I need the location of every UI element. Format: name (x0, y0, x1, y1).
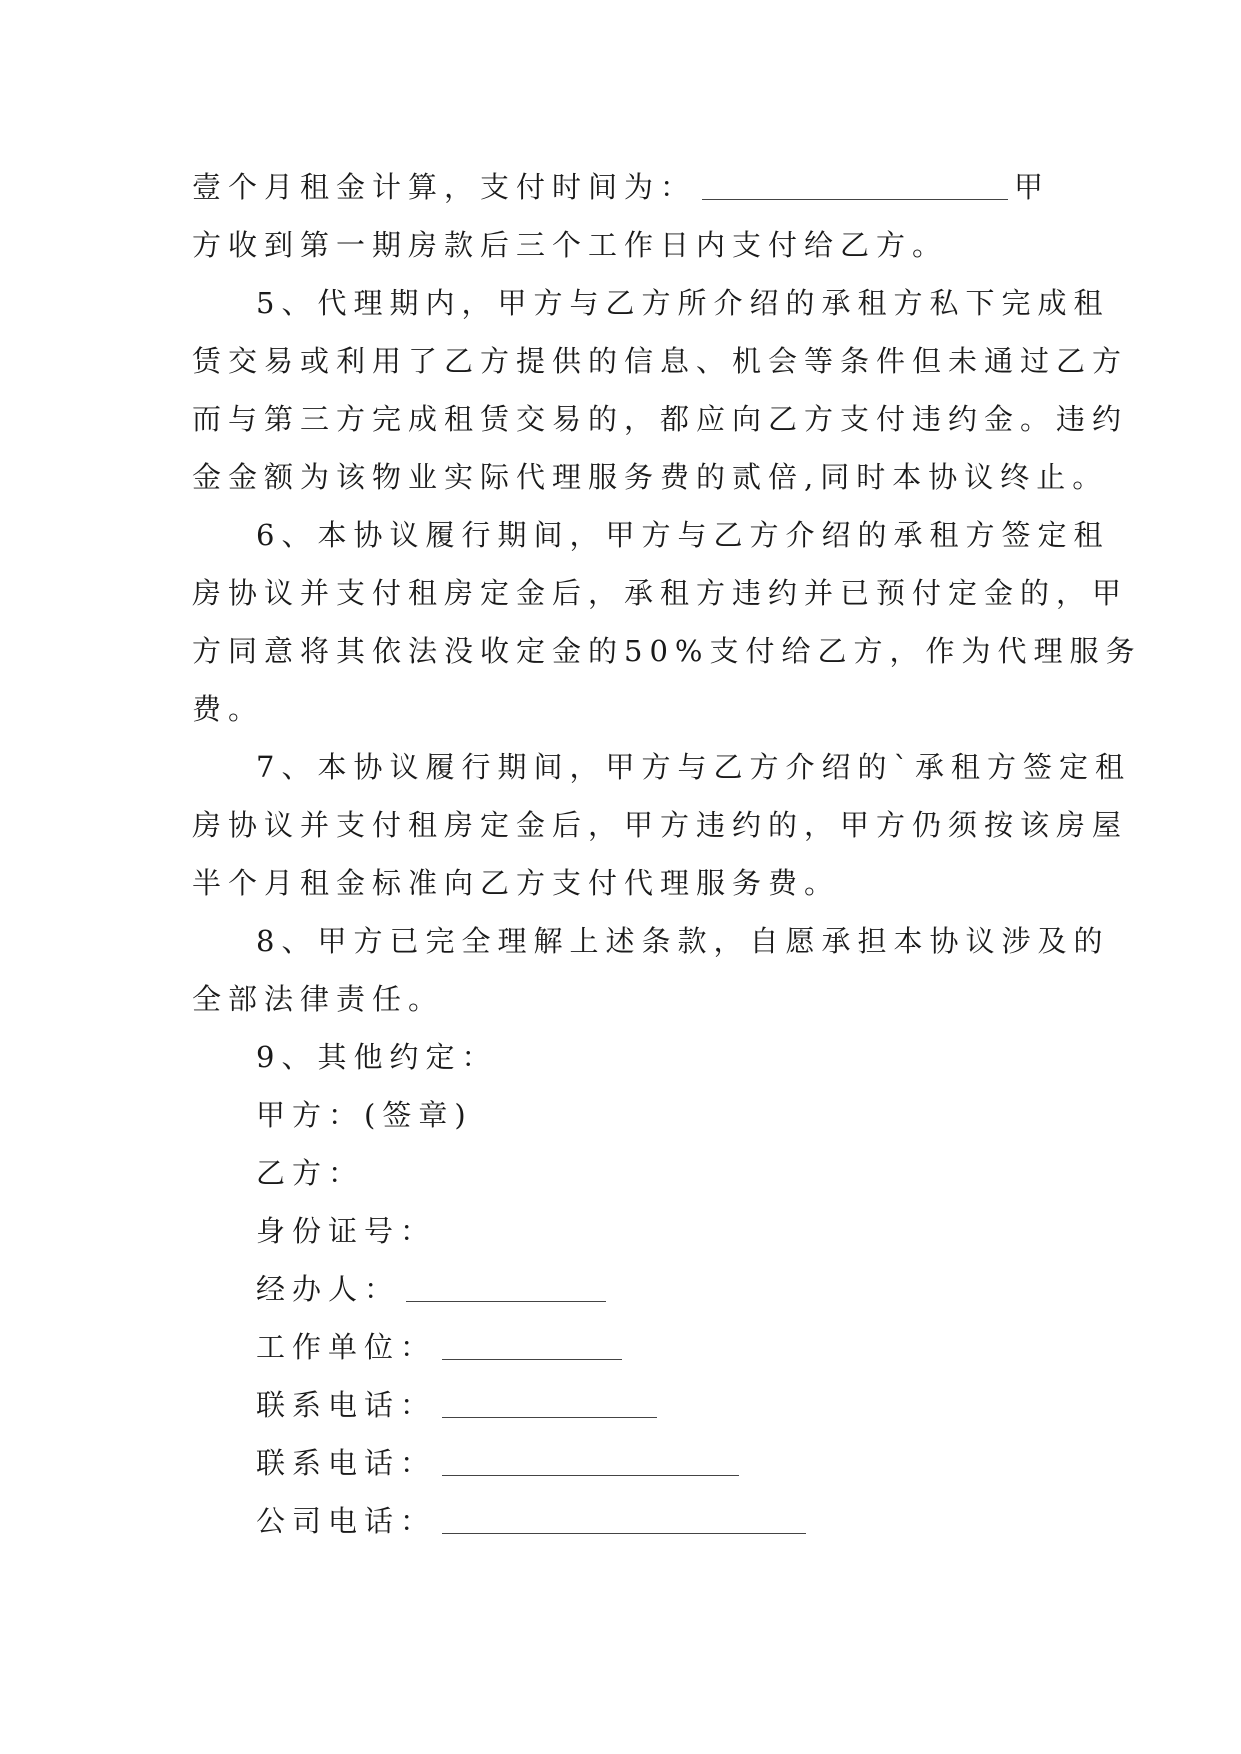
p8-line-1: 8、甲方已完全理解上述条款，自愿承担本协议涉及的 (256, 924, 1110, 958)
p5-line-3: 而与第三方完成租赁交易的，都应向乙方支付违约金。违约 (192, 402, 1129, 436)
p6-line-4: 费。 (192, 692, 265, 726)
company-phone-label: 公司电话： (256, 1504, 437, 1538)
p8-line-2: 全部法律责任。 (192, 982, 445, 1016)
p6-line-2: 房协议并支付租房定金后，承租方违约并已预付定金的，甲 (192, 576, 1129, 610)
id-number-label: 身份证号： (256, 1214, 437, 1248)
agent-row (192, 1260, 1050, 1318)
p6-line-1: 6、本协议履行期间，甲方与乙方介绍的承租方签定租 (256, 518, 1110, 552)
agent-label: 经办人： (256, 1272, 401, 1306)
company-phone-blank[interactable] (442, 1531, 806, 1534)
payment-time-blank[interactable] (702, 197, 1008, 200)
company-phone-row (192, 1492, 1050, 1550)
party-a-signature: 甲方：(签章) (256, 1098, 473, 1132)
p5-line-1: 5、代理期内，甲方与乙方所介绍的承租方私下完成租 (256, 286, 1110, 320)
phone2-row (192, 1434, 1050, 1492)
phone1-label: 联系电话： (256, 1388, 437, 1422)
agent-blank[interactable] (406, 1299, 606, 1302)
p5-line-2: 赁交易或利用了乙方提供的信息、机会等条件但未通过乙方 (192, 344, 1129, 378)
p6-line-3: 方同意将其依法没收定金的50%支付给乙方，作为代理服务 (192, 634, 1142, 668)
p4-line-1 (192, 158, 1050, 216)
work-unit-label: 工作单位： (256, 1330, 437, 1364)
p4-line-1-text: 壹个月租金计算，支付时间为： (192, 170, 697, 204)
p7-line-3: 半个月租金标准向乙方支付代理服务费。 (192, 866, 841, 900)
phone1-blank[interactable] (442, 1415, 657, 1418)
document-page (192, 158, 1142, 1550)
work-unit-row (192, 1318, 1050, 1376)
p7-line-2: 房协议并支付租房定金后，甲方违约的，甲方仍须按该房屋 (192, 808, 1129, 842)
work-unit-blank[interactable] (442, 1357, 622, 1360)
phone1-row (192, 1376, 1050, 1434)
phone2-blank[interactable] (442, 1473, 739, 1476)
p7-line-1: 7、本协议履行期间，甲方与乙方介绍的`承租方签定租 (256, 750, 1131, 784)
p4-line-2: 方收到第一期房款后三个工作日内支付给乙方。 (192, 228, 949, 262)
phone2-label: 联系电话： (256, 1446, 437, 1480)
party-b-label: 乙方： (256, 1156, 365, 1190)
p4-line-1-tail: 甲 (1013, 170, 1050, 204)
p5-line-4: 金金额为该物业实际代理服务费的贰倍,同时本协议终止。 (192, 460, 1109, 494)
p9-line-1: 9、其他约定： (256, 1040, 498, 1074)
